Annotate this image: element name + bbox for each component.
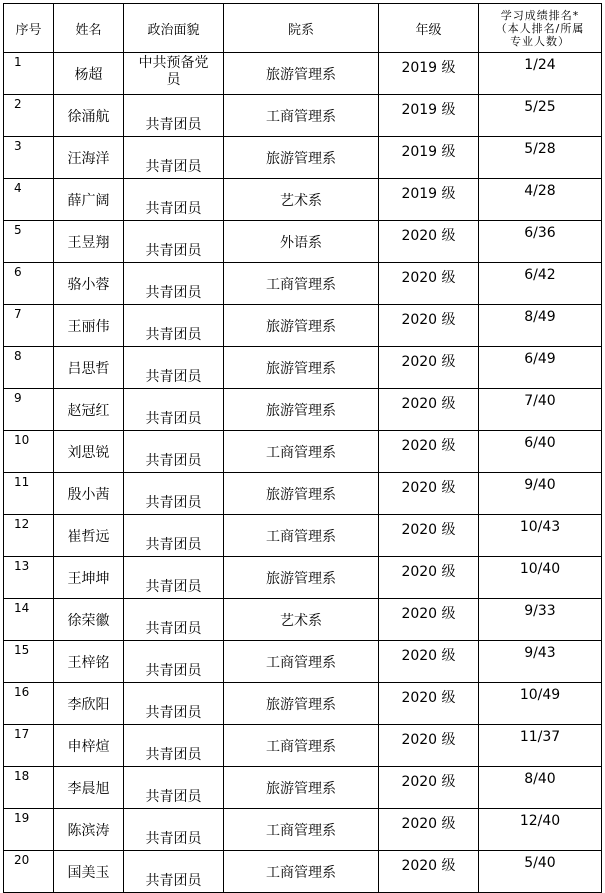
cell-political [124, 53, 224, 95]
header-no: 序号 [4, 4, 54, 53]
cell-rank: 10/43 [479, 515, 602, 557]
cell-rank: 9/43 [479, 641, 602, 683]
cell-grade: 2020 级 [379, 473, 479, 515]
cell-name: 李欣阳 [54, 683, 124, 725]
cell-no: 19 [4, 809, 54, 851]
table-row [4, 431, 602, 473]
cell-name: 汪海洋 [54, 137, 124, 179]
cell-department: 工商管理系 [224, 641, 379, 683]
cell-political-line2: 员 [166, 72, 181, 88]
cell-political: 共青团员 [124, 809, 224, 851]
table-row [4, 515, 602, 557]
cell-grade: 2020 级 [379, 221, 479, 263]
cell-rank: 9/40 [479, 473, 602, 515]
cell-rank: 7/40 [479, 389, 602, 431]
table-row [4, 305, 602, 347]
cell-grade: 2020 级 [379, 389, 479, 431]
cell-rank: 6/40 [479, 431, 602, 473]
cell-department: 艺术系 [224, 179, 379, 221]
cell-department: 工商管理系 [224, 851, 379, 893]
table-row [4, 347, 602, 389]
cell-name: 王坤坤 [54, 557, 124, 599]
cell-no: 1 [4, 53, 54, 95]
cell-rank: 9/33 [479, 599, 602, 641]
cell-department: 工商管理系 [224, 809, 379, 851]
cell-grade: 2019 级 [379, 137, 479, 179]
cell-grade: 2019 级 [379, 95, 479, 137]
cell-name: 刘思锐 [54, 431, 124, 473]
cell-department: 工商管理系 [224, 263, 379, 305]
table-row [4, 95, 602, 137]
header-grade: 年级 [379, 4, 479, 53]
cell-rank: 11/37 [479, 725, 602, 767]
cell-grade: 2020 级 [379, 641, 479, 683]
header-rank [479, 4, 602, 53]
cell-department: 旅游管理系 [224, 683, 379, 725]
cell-political: 共青团员 [124, 641, 224, 683]
cell-department: 旅游管理系 [224, 305, 379, 347]
cell-rank: 5/40 [479, 851, 602, 893]
cell-no: 4 [4, 179, 54, 221]
cell-grade: 2020 级 [379, 767, 479, 809]
cell-no: 7 [4, 305, 54, 347]
cell-name: 王梓铭 [54, 641, 124, 683]
cell-rank: 8/40 [479, 767, 602, 809]
cell-department: 工商管理系 [224, 95, 379, 137]
cell-name: 国美玉 [54, 851, 124, 893]
cell-rank: 12/40 [479, 809, 602, 851]
cell-political: 共青团员 [124, 851, 224, 893]
cell-rank: 10/40 [479, 557, 602, 599]
cell-no: 16 [4, 683, 54, 725]
cell-rank: 1/24 [479, 53, 602, 95]
cell-name: 崔哲远 [54, 515, 124, 557]
cell-political: 共青团员 [124, 95, 224, 137]
cell-grade: 2020 级 [379, 683, 479, 725]
cell-rank: 6/36 [479, 221, 602, 263]
cell-grade: 2020 级 [379, 431, 479, 473]
cell-department: 旅游管理系 [224, 557, 379, 599]
cell-name: 薛广阔 [54, 179, 124, 221]
cell-political: 共青团员 [124, 305, 224, 347]
header-name: 姓名 [54, 4, 124, 53]
cell-no: 11 [4, 473, 54, 515]
cell-grade: 2019 级 [379, 179, 479, 221]
cell-name: 赵冠红 [54, 389, 124, 431]
cell-department: 旅游管理系 [224, 389, 379, 431]
cell-grade: 2020 级 [379, 347, 479, 389]
cell-rank: 5/28 [479, 137, 602, 179]
table-row [4, 599, 602, 641]
cell-political: 共青团员 [124, 683, 224, 725]
cell-name: 申梓煊 [54, 725, 124, 767]
table-row [4, 557, 602, 599]
cell-political: 共青团员 [124, 431, 224, 473]
cell-grade: 2020 级 [379, 809, 479, 851]
cell-grade: 2020 级 [379, 305, 479, 347]
cell-name: 徐荣徽 [54, 599, 124, 641]
cell-department: 旅游管理系 [224, 473, 379, 515]
table-row [4, 473, 602, 515]
cell-political: 共青团员 [124, 557, 224, 599]
table-row [4, 767, 602, 809]
cell-no: 5 [4, 221, 54, 263]
cell-no: 9 [4, 389, 54, 431]
cell-political: 共青团员 [124, 221, 224, 263]
header-row [4, 4, 602, 53]
cell-no: 18 [4, 767, 54, 809]
table-row [4, 725, 602, 767]
cell-name: 王昱翔 [54, 221, 124, 263]
cell-grade: 2020 级 [379, 599, 479, 641]
header-rank-line3: 专业人数） [510, 34, 570, 48]
cell-grade: 2020 级 [379, 515, 479, 557]
cell-department: 旅游管理系 [224, 53, 379, 95]
cell-no: 12 [4, 515, 54, 557]
cell-grade: 2020 级 [379, 263, 479, 305]
cell-political-line1: 中共预备党 [138, 55, 209, 71]
cell-political: 共青团员 [124, 515, 224, 557]
cell-political: 共青团员 [124, 599, 224, 641]
cell-rank: 5/25 [479, 95, 602, 137]
table-row [4, 851, 602, 893]
cell-no: 17 [4, 725, 54, 767]
cell-department: 工商管理系 [224, 725, 379, 767]
table-row [4, 389, 602, 431]
table-row [4, 137, 602, 179]
table-row [4, 263, 602, 305]
cell-name: 陈滨涛 [54, 809, 124, 851]
cell-political: 共青团员 [124, 767, 224, 809]
cell-no: 2 [4, 95, 54, 137]
header-department: 院系 [224, 4, 379, 53]
cell-no: 3 [4, 137, 54, 179]
cell-name: 徐涌航 [54, 95, 124, 137]
cell-rank: 6/49 [479, 347, 602, 389]
cell-no: 10 [4, 431, 54, 473]
cell-grade: 2020 级 [379, 557, 479, 599]
cell-name: 骆小蓉 [54, 263, 124, 305]
cell-department: 旅游管理系 [224, 767, 379, 809]
cell-department: 工商管理系 [224, 515, 379, 557]
header-rank-line1: 学习成绩排名* [500, 8, 580, 22]
cell-no: 13 [4, 557, 54, 599]
cell-rank: 10/49 [479, 683, 602, 725]
cell-no: 8 [4, 347, 54, 389]
cell-political: 共青团员 [124, 263, 224, 305]
cell-no: 14 [4, 599, 54, 641]
cell-rank: 6/42 [479, 263, 602, 305]
cell-name: 李晨旭 [54, 767, 124, 809]
table-row [4, 179, 602, 221]
cell-political: 共青团员 [124, 179, 224, 221]
table-row [4, 221, 602, 263]
cell-rank: 4/28 [479, 179, 602, 221]
cell-political: 共青团员 [124, 347, 224, 389]
table-row [4, 53, 602, 95]
cell-political: 共青团员 [124, 389, 224, 431]
table-row [4, 809, 602, 851]
header-rank-line2: （本人排名/所属 [495, 21, 585, 35]
cell-name: 杨超 [54, 53, 124, 95]
cell-no: 20 [4, 851, 54, 893]
header-political: 政治面貌 [124, 4, 224, 53]
cell-name: 殷小茜 [54, 473, 124, 515]
cell-department: 旅游管理系 [224, 137, 379, 179]
cell-political: 共青团员 [124, 473, 224, 515]
cell-department: 工商管理系 [224, 431, 379, 473]
cell-department: 旅游管理系 [224, 347, 379, 389]
cell-name: 吕思哲 [54, 347, 124, 389]
cell-no: 15 [4, 641, 54, 683]
cell-department: 艺术系 [224, 599, 379, 641]
table-row [4, 641, 602, 683]
student-table [3, 3, 602, 893]
cell-political: 共青团员 [124, 137, 224, 179]
cell-name: 王丽伟 [54, 305, 124, 347]
cell-rank: 8/49 [479, 305, 602, 347]
cell-grade: 2020 级 [379, 725, 479, 767]
cell-department: 外语系 [224, 221, 379, 263]
cell-no: 6 [4, 263, 54, 305]
cell-grade: 2019 级 [379, 53, 479, 95]
table-row [4, 683, 602, 725]
cell-political: 共青团员 [124, 725, 224, 767]
cell-grade: 2020 级 [379, 851, 479, 893]
